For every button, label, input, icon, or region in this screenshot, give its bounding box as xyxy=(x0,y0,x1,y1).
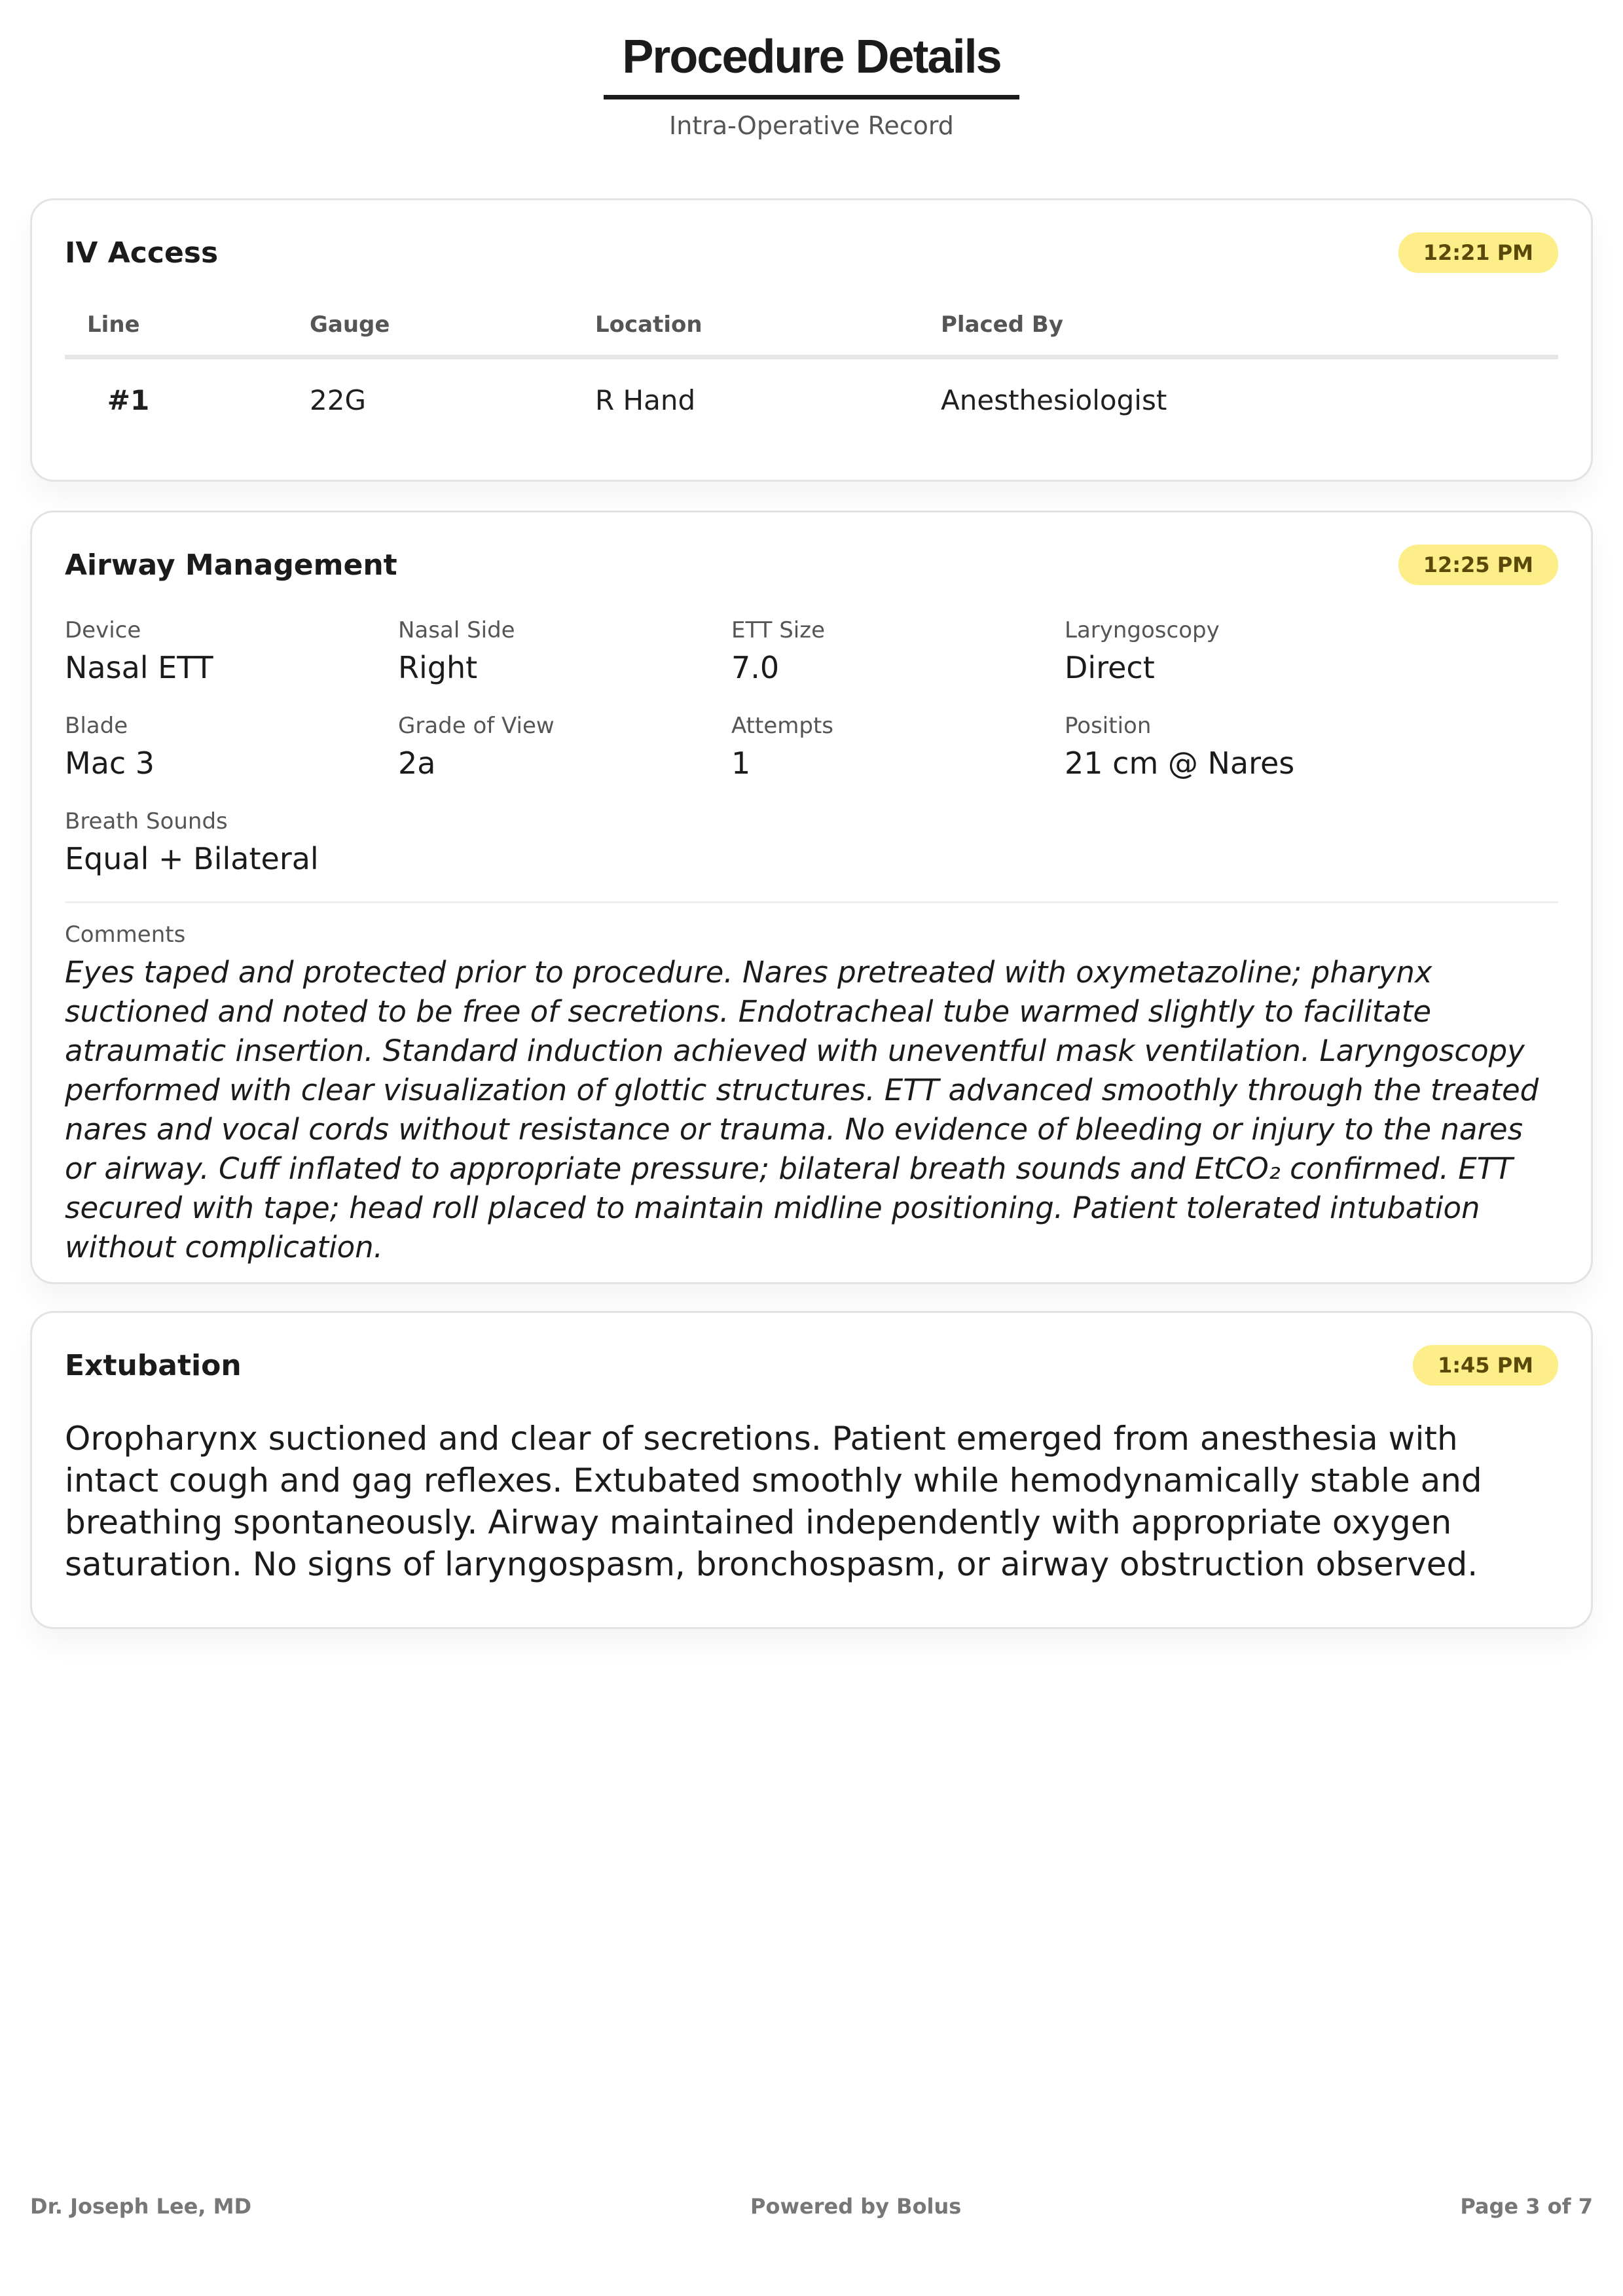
field-device xyxy=(65,617,398,685)
field-value: Mac 3 xyxy=(65,745,155,781)
footer-physician: Dr. Joseph Lee, MD xyxy=(30,2194,252,2219)
footer-page-number: Page 3 of 7 xyxy=(1460,2194,1593,2219)
column-header-location: Location xyxy=(595,305,941,357)
field-label: ETT Size xyxy=(731,617,826,643)
field-blade xyxy=(65,713,398,781)
field-value: Direct xyxy=(1065,650,1155,685)
extubation-card xyxy=(30,1311,1593,1629)
field-attempts xyxy=(731,713,1065,781)
page-title: Procedure Details xyxy=(604,31,1019,99)
field-laryngoscopy xyxy=(1065,617,1398,685)
cell-line: #1 xyxy=(107,384,150,416)
table-row xyxy=(65,357,1558,430)
field-grade-of-view xyxy=(398,713,731,781)
field-label: Attempts xyxy=(731,713,833,739)
extubation-time-badge: 1:45 PM xyxy=(1413,1345,1558,1386)
cell-location: R Hand xyxy=(595,384,696,416)
field-label: Blade xyxy=(65,713,128,739)
comments-text: Eyes taped and protected prior to procedure. Nares pretreated with oxymetazoline; pharynx suctioned and noted to be free of secretions. Endotracheal tube warmed slightly to facilitate atraumatic insertion. Standard induction achieved with uneventful mask ventilation. Laryngoscopy performed with clear visualization of glottic structures. ETT advanced smoothly through the treated nares and vocal cords without resistance or trauma. No evidence of bleeding or injury to the nares or airway. Cuff inflated to appropriate pressure; bilateral breath sounds and EtCO₂ confirmed. ETT secured with tape; head roll placed to maintain midline positioning. Patient tolerated intubation without complication. xyxy=(65,955,1539,1265)
cell-placed-by: Anesthesiologist xyxy=(941,384,1167,416)
airway-management-card xyxy=(30,511,1593,1284)
page-header xyxy=(0,31,1623,140)
field-position xyxy=(1065,713,1398,781)
airway-title: Airway Management xyxy=(65,548,397,582)
page-subtitle: Intra-Operative Record xyxy=(669,111,954,141)
iv-access-time-badge: 12:21 PM xyxy=(1398,232,1558,273)
airway-header xyxy=(65,512,1558,617)
field-label: Laryngoscopy xyxy=(1065,617,1220,643)
field-value: 7.0 xyxy=(731,650,780,685)
field-label: Nasal Side xyxy=(398,617,515,643)
page-footer xyxy=(30,2194,1593,2219)
extubation-text: Oropharynx suctioned and clear of secretions. Patient emerged from anesthesia with intact cough and gag reflexes. Extubated smoothly while hemodynamically stable and breathing spontaneously. Airway maintained independently with appropriate oxygen saturation. No signs of laryngospasm, bronchospasm, or airway obstruction observed. xyxy=(65,1420,1482,1583)
iv-access-header xyxy=(65,200,1558,305)
table-header-row xyxy=(65,305,1558,357)
column-header-placed-by: Placed By xyxy=(941,305,1558,357)
field-value: Right xyxy=(398,650,478,685)
airway-time-badge: 12:25 PM xyxy=(1398,545,1558,585)
field-value: 2a xyxy=(398,745,436,781)
iv-access-table xyxy=(65,305,1558,429)
column-header-gauge: Gauge xyxy=(310,305,595,357)
field-value: 1 xyxy=(731,745,751,781)
field-breath-sounds xyxy=(65,808,398,876)
field-nasal-side xyxy=(398,617,731,685)
divider xyxy=(65,901,1558,903)
field-label: Position xyxy=(1065,713,1152,739)
field-ett-size xyxy=(731,617,1065,685)
extubation-header xyxy=(65,1313,1558,1418)
field-value: Equal + Bilateral xyxy=(65,841,319,876)
iv-access-card xyxy=(30,198,1593,482)
airway-field-grid xyxy=(65,617,1558,876)
comments-label: Comments xyxy=(65,922,186,948)
extubation-title: Extubation xyxy=(65,1348,242,1382)
field-label: Grade of View xyxy=(398,713,555,739)
iv-access-title: IV Access xyxy=(65,236,219,270)
column-header-line: Line xyxy=(65,305,310,357)
field-label: Device xyxy=(65,617,141,643)
field-value: Nasal ETT xyxy=(65,650,213,685)
field-label: Breath Sounds xyxy=(65,808,228,834)
cell-gauge: 22G xyxy=(310,384,366,416)
footer-powered-by: Powered by Bolus xyxy=(750,2194,962,2219)
field-value: 21 cm @ Nares xyxy=(1065,745,1295,781)
